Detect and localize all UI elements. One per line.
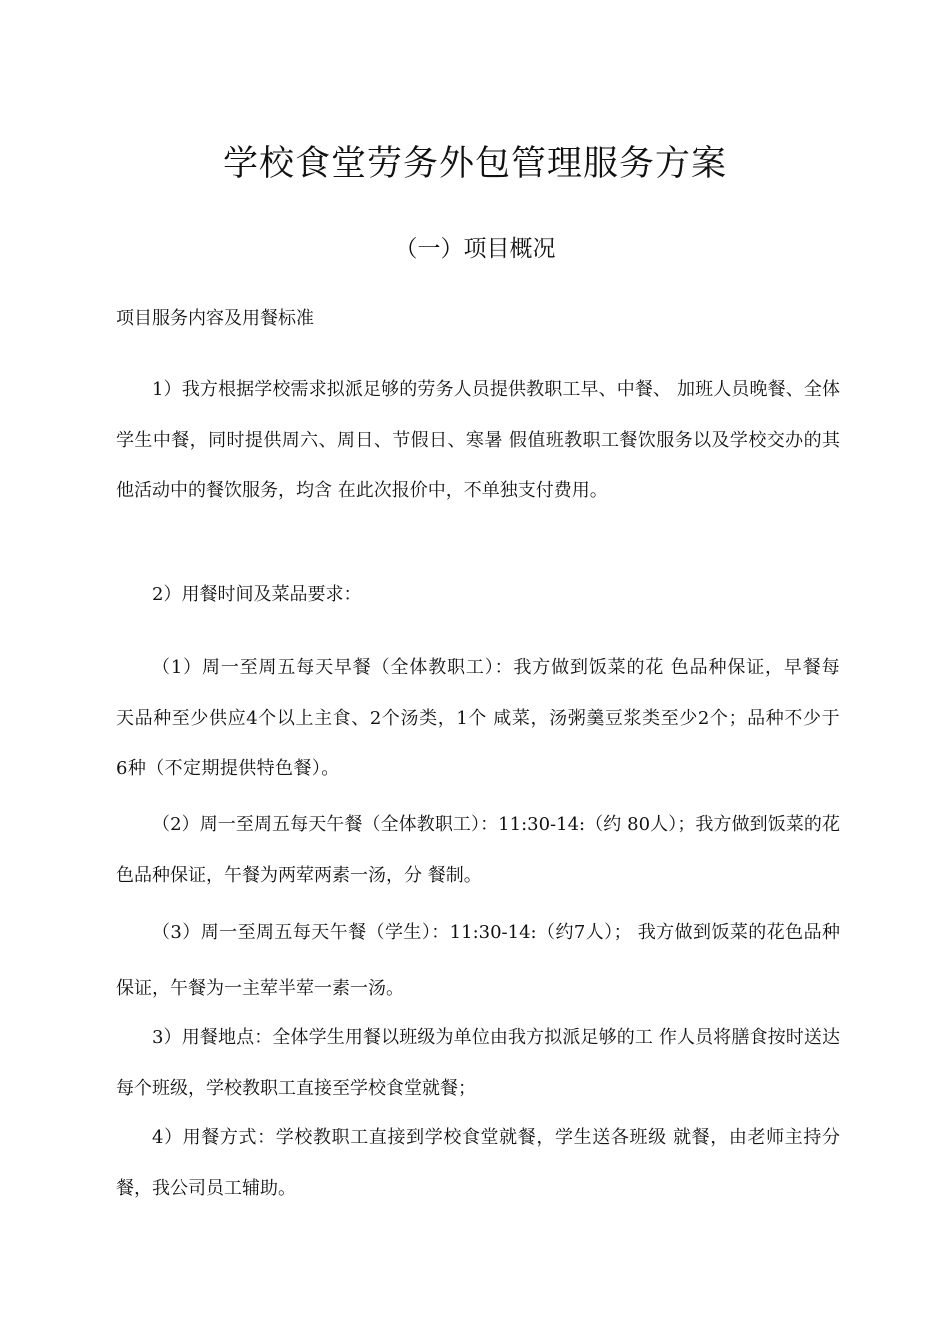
section-heading: （一）项目概况	[394, 236, 556, 262]
paragraph-dining-method: 4）用餐方式：学校教职工直接到学校食堂就餐，学生送各班级 就餐，由老师主持分餐，我公司员工辅助。	[116, 1127, 840, 1199]
paragraph-service-scope: 1）我方根据学校需求拟派足够的劳务人员提供教职工早、中餐、 加班人员晚餐、全体学生中餐，同时提供周六、周日、节假日、寒暑 假值班教职工餐饮服务以及学校交办的其他活动中的餐饮服务，均含 在此次报价中，不单独支付费用。	[116, 379, 840, 501]
subheading: 项目服务内容及用餐标准	[116, 308, 314, 329]
paragraph-staff-lunch: （2）周一至周五每天午餐（全体教职工）：11:30-14:（约 80人）；我方做到饭菜的花色品种保证，午餐为两荤两素一汤，分 餐制。	[116, 814, 840, 886]
paragraph-meal-time-heading: 2）用餐时间及菜品要求：	[152, 584, 362, 605]
paragraph-dining-location: 3）用餐地点：全体学生用餐以班级为单位由我方拟派足够的工 作人员将膳食按时送达每个班级，学校教职工直接至学校食堂就餐；	[116, 1027, 840, 1099]
document-title: 学校食堂劳务外包管理服务方案	[222, 144, 727, 184]
paragraph-student-lunch: （3）周一至周五每天午餐（学生）：11:30-14:（约7人）； 我方做到饭菜的花色品种保证，午餐为一主荤半荤一素一汤。	[116, 922, 840, 999]
paragraph-breakfast: （1）周一至周五每天早餐（全体教职工）：我方做到饭菜的花 色品种保证，早餐每天品种至少供应4个以上主食、2个汤类，1个 咸菜，汤粥羹豆浆类至少2个；品种不少于6种（不定期提供特色餐）。	[116, 657, 840, 779]
